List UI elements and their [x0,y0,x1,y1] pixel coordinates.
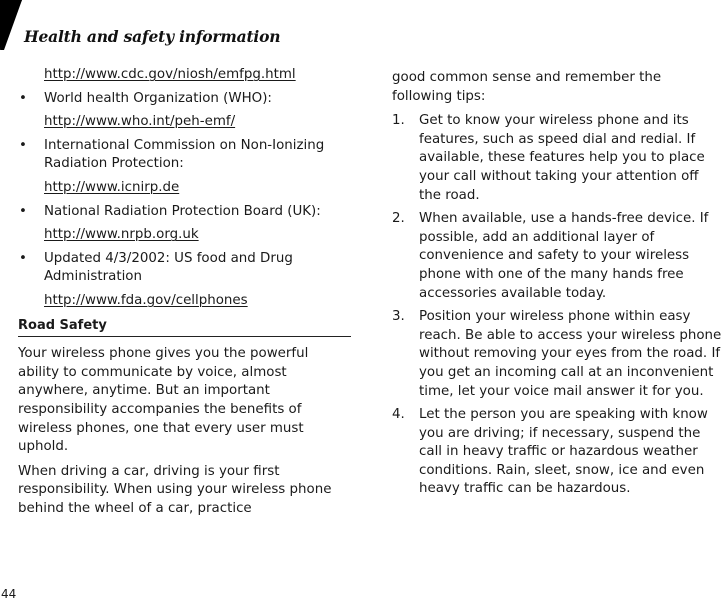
bullet-text: Updated 4/3/2002: US food and Drug Administration [44,250,293,285]
right-column [392,69,722,504]
tip-item [392,406,722,499]
link-line [44,113,351,132]
bullet-text: World health Organization (WHO): [44,90,272,106]
bullet-text: National Radiation Protection Board (UK): [44,203,321,219]
cdc-link[interactable]: http://www.cdc.gov/niosh/emfpg.html [44,67,296,82]
section-heading-road-safety: Road Safety [18,317,351,338]
bullet-text: International Commission on Non-Ionizing Radiation Protection: [44,137,325,172]
page-number: 44 [1,587,17,601]
bullet-icon: • [19,137,27,153]
tip-text: Get to know your wireless phone and its features, such as speed dial and redial. If available, these features help you to place your call without taking your attention off the road. [419,113,705,203]
tip-number: 2. [392,211,405,227]
nrpb-link[interactable]: http://www.nrpb.org.uk [44,227,199,243]
left-column [18,66,351,524]
paragraph: When driving a car, driving is your first responsibility. When using your wireless phone behind the wheel of a car, practice [18,463,332,516]
tips-intro: good common sense and remember the following tips: [392,70,662,104]
link-line [44,226,351,245]
tip-item [392,112,722,205]
bullet-icon: • [19,90,27,106]
icnirp-link[interactable]: http://www.icnirp.de [44,179,180,195]
tip-item [392,308,722,401]
list-item [18,203,351,222]
tip-item [392,210,722,303]
tip-number: 3. [392,309,405,325]
header-accent-bar [0,0,22,50]
bullet-icon: • [19,203,27,219]
list-item [18,250,351,287]
top-link-line [44,66,351,85]
paragraph: Your wireless phone gives you the powerful ability to communicate by voice, almost anywhere, anytime. But an important responsibility accompanies the benefits of wireless phones, one that every user must uphold. [18,346,309,455]
tip-text: Let the person you are speaking with know you are driving; if necessary, suspend the call in heavy traffic or hazardous weather conditions. Rain, sleet, snow, ice and even heavy traffic can be hazardous. [419,407,708,497]
link-line [44,292,351,311]
tip-number: 4. [392,407,405,423]
fda-link[interactable]: http://www.fda.gov/cellphones [44,292,248,308]
bullet-icon: • [19,250,27,266]
list-item [18,137,351,174]
link-line [44,179,351,198]
who-link[interactable]: http://www.who.int/peh-emf/ [44,114,236,130]
tip-number: 1. [392,113,405,129]
tip-text: When available, use a hands-free device. If possible, add an additional layer of convenience and safety to your wireless phone with one of the many hands free accessories available today. [419,211,709,301]
page-header-title: Health and safety information [24,27,281,46]
list-item [18,90,351,109]
tip-text: Position your wireless phone within easy reach. Be able to access your wireless phone without removing your eyes from the road. If you get an incoming call at an inconvenient time, let your voice mail answer it for you. [419,309,722,399]
